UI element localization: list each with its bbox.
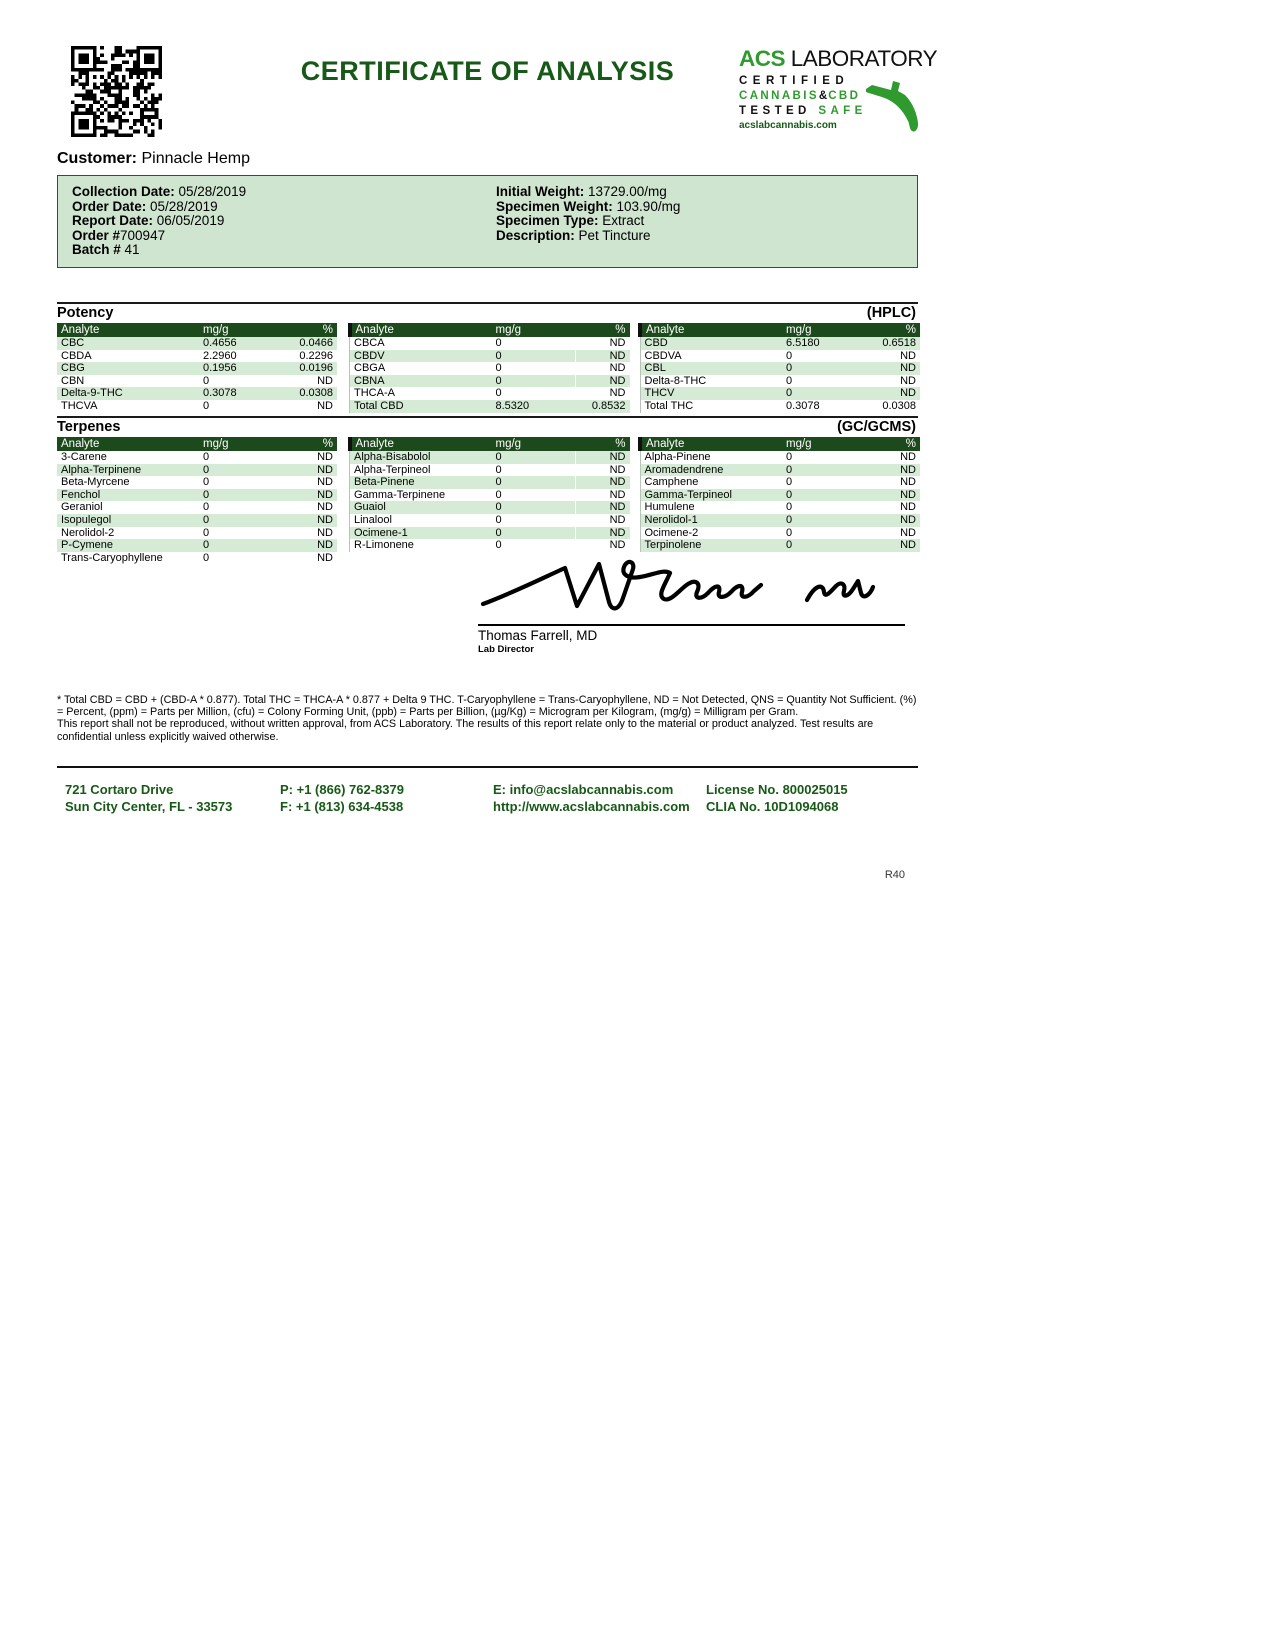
analyte-mgg: 0	[495, 362, 502, 375]
order-info-left	[58, 185, 496, 258]
analyte-row	[57, 527, 337, 540]
potency-method: (HPLC)	[866, 305, 916, 321]
analyte-row	[640, 451, 920, 464]
analyte-pct: ND	[317, 374, 333, 387]
analyte-pct: ND	[609, 501, 626, 514]
analyte-row	[350, 514, 630, 527]
col-mgg: mg/g	[492, 323, 576, 337]
analyte-mgg: 0	[786, 539, 793, 552]
analyte-name: Delta-8-THC	[640, 375, 782, 388]
analyte-row	[350, 400, 630, 413]
analyte-name: Gamma-Terpinene	[350, 489, 492, 502]
analyte-row	[350, 539, 630, 552]
info-specimen-type: Specimen Type: Extract	[496, 213, 645, 229]
analyte-pct: ND	[900, 349, 916, 362]
analyte-name: Total CBD	[350, 400, 492, 413]
analyte-row	[640, 387, 920, 400]
analyte-header-row	[640, 437, 920, 451]
acs-laboratory-logo	[739, 46, 938, 133]
analyte-pct: ND	[317, 463, 333, 476]
analyte-pct: ND	[900, 514, 916, 527]
analyte-name: Alpha-Terpinene	[61, 463, 142, 476]
analyte-pct: ND	[900, 488, 916, 501]
analyte-mgg: 0	[495, 476, 502, 489]
analyte-pct: ND	[317, 539, 333, 552]
analyte-mgg: 0	[495, 488, 502, 501]
analyte-pct: ND	[317, 488, 333, 501]
analyte-pct: ND	[609, 539, 626, 552]
analyte-mgg: 0.3078	[203, 387, 237, 400]
analyte-name: CBL	[640, 362, 782, 375]
analyte-pct: ND	[609, 514, 626, 527]
analyte-row	[350, 527, 630, 540]
analyte-name: THCVA	[61, 400, 98, 413]
analyte-mgg: 0	[203, 551, 210, 564]
analyte-pct: ND	[900, 362, 916, 375]
analyte-mgg: 0	[203, 400, 210, 413]
analyte-pct: ND	[900, 501, 916, 514]
analyte-mgg: 0	[203, 488, 210, 501]
analyte-row	[640, 514, 920, 527]
analyte-row	[57, 337, 337, 350]
customer-name: Pinnacle Hemp	[141, 150, 250, 167]
analyte-name: Total THC	[640, 400, 782, 413]
analyte-pct: 0.6518	[882, 337, 916, 350]
analyte-pct: ND	[900, 387, 916, 400]
analyte-pct: 0.0308	[882, 400, 916, 413]
terpenes-table-1	[57, 437, 337, 564]
footnotes	[57, 694, 918, 743]
terpenes-title: Terpenes	[57, 419, 121, 435]
terpenes-table-2	[348, 437, 628, 564]
analyte-name: Camphene	[640, 476, 782, 489]
col-pct: %	[283, 323, 337, 337]
logo-certified-line: CERTIFIED	[739, 75, 850, 87]
analyte-header-row	[57, 323, 337, 337]
florida-state-icon	[865, 77, 919, 133]
analyte-mgg: 0	[495, 514, 502, 527]
analyte-name: Delta-9-THC	[61, 387, 123, 400]
analyte-name: THCV	[640, 387, 782, 400]
signatory-name: Thomas Farrell, MD	[478, 628, 598, 643]
analyte-pct: ND	[609, 337, 626, 350]
analyte-name: CBDV	[350, 350, 492, 363]
info-description: Description: Pet Tincture	[496, 227, 651, 243]
col-analyte: Analyte	[350, 437, 492, 451]
col-pct: %	[866, 437, 920, 451]
signature-line	[478, 624, 905, 626]
analyte-pct: 0.8532	[591, 400, 626, 413]
analyte-name: 3-Carene	[61, 451, 107, 464]
analyte-name: Terpinolene	[640, 539, 782, 552]
analyte-row	[57, 552, 337, 565]
analyte-row	[350, 387, 630, 400]
page-title: CERTIFICATE OF ANALYSIS	[300, 56, 675, 86]
analyte-pct: ND	[609, 387, 626, 400]
analyte-mgg: 0	[203, 463, 210, 476]
col-mgg: mg/g	[782, 323, 866, 337]
info-batch-number: Batch # 41	[72, 242, 140, 258]
analyte-pct: ND	[317, 526, 333, 539]
analyte-name: Ocimene-2	[640, 527, 782, 540]
analyte-name: Fenchol	[61, 488, 101, 501]
potency-section-header	[57, 304, 918, 323]
footer-address-line1: 721 Cortaro Drive	[65, 782, 174, 797]
analyte-name: Alpha-Pinene	[640, 451, 782, 464]
analyte-mgg: 0.1956	[203, 362, 237, 375]
footer-address	[65, 781, 232, 815]
analyte-pct: ND	[609, 362, 626, 375]
analyte-mgg: 0	[203, 476, 210, 489]
analyte-pct: ND	[317, 501, 333, 514]
analyte-row	[350, 375, 630, 388]
analyte-row	[640, 337, 920, 350]
analyte-pct: ND	[317, 400, 333, 413]
analyte-name: Aromadendrene	[640, 464, 782, 477]
analyte-pct: ND	[317, 514, 333, 527]
col-analyte: Analyte	[57, 323, 199, 337]
analyte-pct: ND	[609, 526, 626, 539]
analyte-pct: 0.2296	[299, 349, 333, 362]
analyte-row	[350, 476, 630, 489]
analyte-name: CBG	[61, 362, 85, 375]
signature-scribble	[475, 554, 907, 620]
analyte-name: CBD	[640, 337, 782, 350]
analyte-mgg: 0	[786, 451, 793, 464]
analyte-mgg: 0	[786, 514, 793, 527]
customer-label: Customer:	[57, 150, 138, 167]
footer-divider	[57, 766, 918, 768]
col-mgg: mg/g	[199, 437, 283, 451]
analyte-row	[57, 476, 337, 489]
logo-cannabis-text: CANNABIS	[739, 90, 819, 102]
analyte-row	[57, 375, 337, 388]
analyte-name: CBDA	[61, 349, 92, 362]
analyte-row	[57, 514, 337, 527]
analyte-name: CBNA	[350, 375, 492, 388]
col-mgg: mg/g	[199, 323, 283, 337]
order-info-right	[496, 185, 680, 258]
analyte-header-row	[640, 323, 920, 337]
analyte-mgg: 0	[786, 526, 793, 539]
analyte-mgg: 0	[203, 374, 210, 387]
analyte-name: THCA-A	[350, 387, 492, 400]
logo-brand	[739, 46, 938, 72]
analyte-mgg: 0	[203, 526, 210, 539]
analyte-mgg: 0	[495, 387, 502, 400]
analyte-row	[57, 489, 337, 502]
analyte-mgg: 0	[495, 539, 502, 552]
analyte-row	[640, 476, 920, 489]
analyte-mgg: 0	[786, 349, 793, 362]
potency-section	[57, 302, 918, 413]
analyte-pct: ND	[317, 476, 333, 489]
analyte-name: Ocimene-1	[350, 527, 492, 540]
analyte-row	[640, 489, 920, 502]
col-pct: %	[576, 323, 630, 337]
analyte-name: CBCA	[350, 337, 492, 350]
analyte-mgg: 0	[495, 501, 502, 514]
analyte-name: CBN	[61, 374, 85, 387]
footer-phone: P: +1 (866) 762-8379	[280, 782, 404, 797]
analyte-mgg: 0	[786, 463, 793, 476]
analyte-pct: ND	[900, 374, 916, 387]
info-collection-date: Collection Date: 05/28/2019	[72, 184, 247, 199]
analyte-name: Isopulegol	[61, 514, 112, 527]
analyte-row	[640, 464, 920, 477]
info-specimen-weight: Specimen Weight: 103.90/mg	[496, 198, 681, 214]
analyte-name: R-Limonene	[350, 539, 492, 552]
analyte-mgg: 0	[495, 337, 502, 350]
analyte-pct: ND	[900, 476, 916, 489]
analyte-mgg: 0	[495, 463, 502, 476]
analyte-name: Beta-Myrcene	[61, 476, 130, 489]
analyte-mgg: 0	[495, 526, 502, 539]
logo-website: acslabcannabis.com	[739, 120, 837, 131]
analyte-pct: ND	[609, 488, 626, 501]
analyte-name: Alpha-Bisabolol	[350, 451, 492, 464]
analyte-mgg: 0	[786, 362, 793, 375]
analyte-mgg: 0.3078	[786, 400, 820, 413]
analyte-row	[640, 362, 920, 375]
logo-tested-text: TESTED	[739, 105, 819, 117]
terpenes-section-header	[57, 418, 918, 437]
analyte-row	[640, 527, 920, 540]
analyte-name: Gamma-Terpineol	[640, 489, 782, 502]
analyte-header-row	[350, 323, 630, 337]
analyte-pct: ND	[317, 451, 333, 464]
analyte-row	[350, 337, 630, 350]
logo-cannabis-line	[739, 90, 863, 102]
analyte-name: Geraniol	[61, 501, 103, 514]
analyte-header-row	[57, 437, 337, 451]
analyte-pct: ND	[609, 463, 626, 476]
terpenes-table-3	[638, 437, 918, 564]
analyte-mgg: 6.5180	[786, 337, 820, 350]
analyte-row	[57, 501, 337, 514]
analyte-row	[350, 362, 630, 375]
footer-license	[706, 781, 848, 815]
analyte-mgg: 0	[203, 451, 210, 464]
analyte-pct: 0.0308	[299, 387, 333, 400]
footer-website: http://www.acslabcannabis.com	[493, 799, 690, 814]
terpenes-method: (GC/GCMS)	[837, 419, 916, 435]
potency-table-2	[348, 323, 628, 413]
analyte-row	[350, 464, 630, 477]
potency-tables	[57, 323, 918, 413]
analyte-row	[57, 350, 337, 363]
col-pct: %	[866, 323, 920, 337]
analyte-row	[57, 451, 337, 464]
logo-lower	[739, 75, 921, 133]
analyte-pct: ND	[900, 463, 916, 476]
analyte-row	[350, 501, 630, 514]
analyte-pct: ND	[317, 551, 333, 564]
col-mgg: mg/g	[492, 437, 576, 451]
analyte-row	[57, 387, 337, 400]
analyte-mgg: 0	[203, 539, 210, 552]
analyte-row	[57, 539, 337, 552]
potency-table-1	[57, 323, 337, 413]
col-mgg: mg/g	[782, 437, 866, 451]
analyte-pct: 0.0466	[299, 337, 333, 350]
analyte-name: Humulene	[640, 501, 782, 514]
analyte-name: CBDVA	[640, 350, 782, 363]
terpenes-section	[57, 416, 918, 564]
customer-line	[57, 150, 250, 168]
analyte-name: Guaiol	[350, 501, 492, 514]
analyte-row	[350, 451, 630, 464]
revision-label: R40	[884, 869, 905, 881]
analyte-mgg: 0	[203, 501, 210, 514]
footer-phones	[280, 781, 404, 815]
analyte-name: Nerolidol-2	[61, 526, 115, 539]
info-initial-weight: Initial Weight: 13729.00/mg	[496, 184, 667, 199]
analyte-row	[350, 350, 630, 363]
col-analyte: Analyte	[640, 323, 782, 337]
document-body	[57, 0, 938, 1650]
analyte-pct: ND	[900, 539, 916, 552]
analyte-row	[640, 400, 920, 413]
analyte-mgg: 2.2960	[203, 349, 237, 362]
analyte-mgg: 0	[203, 514, 210, 527]
analyte-name: Trans-Caryophyllene	[61, 551, 163, 564]
analyte-mgg: 0	[786, 488, 793, 501]
footer-license-number: License No. 800025015	[706, 782, 848, 797]
info-report-date: Report Date: 06/05/2019	[72, 213, 225, 229]
terpenes-tables	[57, 437, 918, 564]
info-order-number: Order #700947	[72, 227, 166, 243]
col-analyte: Analyte	[350, 323, 492, 337]
analyte-name: P-Cymene	[61, 539, 113, 552]
analyte-header-row	[350, 437, 630, 451]
col-analyte: Analyte	[640, 437, 782, 451]
logo-brand-laboratory: LABORATORY	[785, 46, 938, 71]
footnote-disclaimer: This report shall not be reproduced, without written approval, from ACS Laboratory. The results of this report relate only to the material or product analyzed. Test results are confidential unless explicitly waived otherwise.	[57, 718, 874, 743]
footnote-definitions: * Total CBD = CBD + (CBD-A * 0.877). Total THC = THCA-A * 0.877 + Delta 9 THC. T-Caryophyllene = Trans-Caryophyllene, ND = Not Detected, QNS = Quantity Not Sufficient. (%) = Percent, (ppm) = Parts per Million, (cfu) = Colony Forming Unit, (ppb) = Parts per Billion, (µg/Kg) = Microgram per Kilogram, (mg/g) = Milligram per Gram.	[57, 694, 917, 719]
analyte-row	[57, 362, 337, 375]
analyte-pct: ND	[900, 526, 916, 539]
logo-ampersand: &	[818, 90, 829, 102]
analyte-name: Linalool	[350, 514, 492, 527]
signatory-title: Lab Director	[478, 644, 534, 655]
analyte-row	[640, 350, 920, 363]
footer-clia-number: CLIA No. 10D1094068	[706, 799, 839, 814]
potency-table-3	[638, 323, 918, 413]
analyte-row	[640, 501, 920, 514]
logo-tested-line	[739, 105, 867, 117]
footer-contact	[493, 781, 690, 815]
analyte-mgg: 0	[786, 501, 793, 514]
order-info-box	[57, 175, 918, 268]
logo-cbd-text: CBD	[828, 90, 861, 102]
col-pct: %	[283, 437, 337, 451]
logo-brand-acs: ACS	[739, 46, 786, 71]
analyte-row	[57, 464, 337, 477]
potency-title: Potency	[57, 305, 114, 321]
analyte-name: CBC	[61, 337, 85, 350]
logo-taglines	[739, 75, 867, 133]
col-pct: %	[576, 437, 630, 451]
analyte-mgg: 0.4656	[203, 337, 237, 350]
footer	[57, 781, 918, 821]
analyte-name: Alpha-Terpineol	[350, 464, 492, 477]
analyte-pct: ND	[900, 451, 916, 464]
analyte-name: Beta-Pinene	[350, 476, 492, 489]
analyte-row	[640, 375, 920, 388]
analyte-pct: ND	[609, 476, 626, 489]
analyte-mgg: 0	[786, 387, 793, 400]
analyte-mgg: 0	[495, 374, 502, 387]
analyte-name: CBGA	[350, 362, 492, 375]
analyte-mgg: 0	[786, 374, 793, 387]
analyte-mgg: 0	[495, 349, 502, 362]
info-order-date: Order Date: 05/28/2019	[72, 198, 218, 214]
analyte-mgg: 0	[495, 451, 502, 464]
analyte-row	[350, 489, 630, 502]
analyte-name: Nerolidol-1	[640, 514, 782, 527]
footer-email: E: info@acslabcannabis.com	[493, 782, 674, 797]
analyte-row	[57, 400, 337, 413]
footer-fax: F: +1 (813) 634-4538	[280, 799, 404, 814]
analyte-pct: 0.0196	[299, 362, 333, 375]
analyte-mgg: 8.5320	[495, 400, 530, 413]
analyte-pct: ND	[609, 349, 626, 362]
footer-address-line2: Sun City Center, FL - 33573	[65, 799, 233, 814]
analyte-mgg: 0	[786, 476, 793, 489]
analyte-pct: ND	[609, 451, 626, 464]
col-analyte: Analyte	[57, 437, 199, 451]
analyte-row	[640, 539, 920, 552]
logo-safe-text: SAFE	[818, 105, 867, 117]
analyte-pct: ND	[609, 374, 626, 387]
